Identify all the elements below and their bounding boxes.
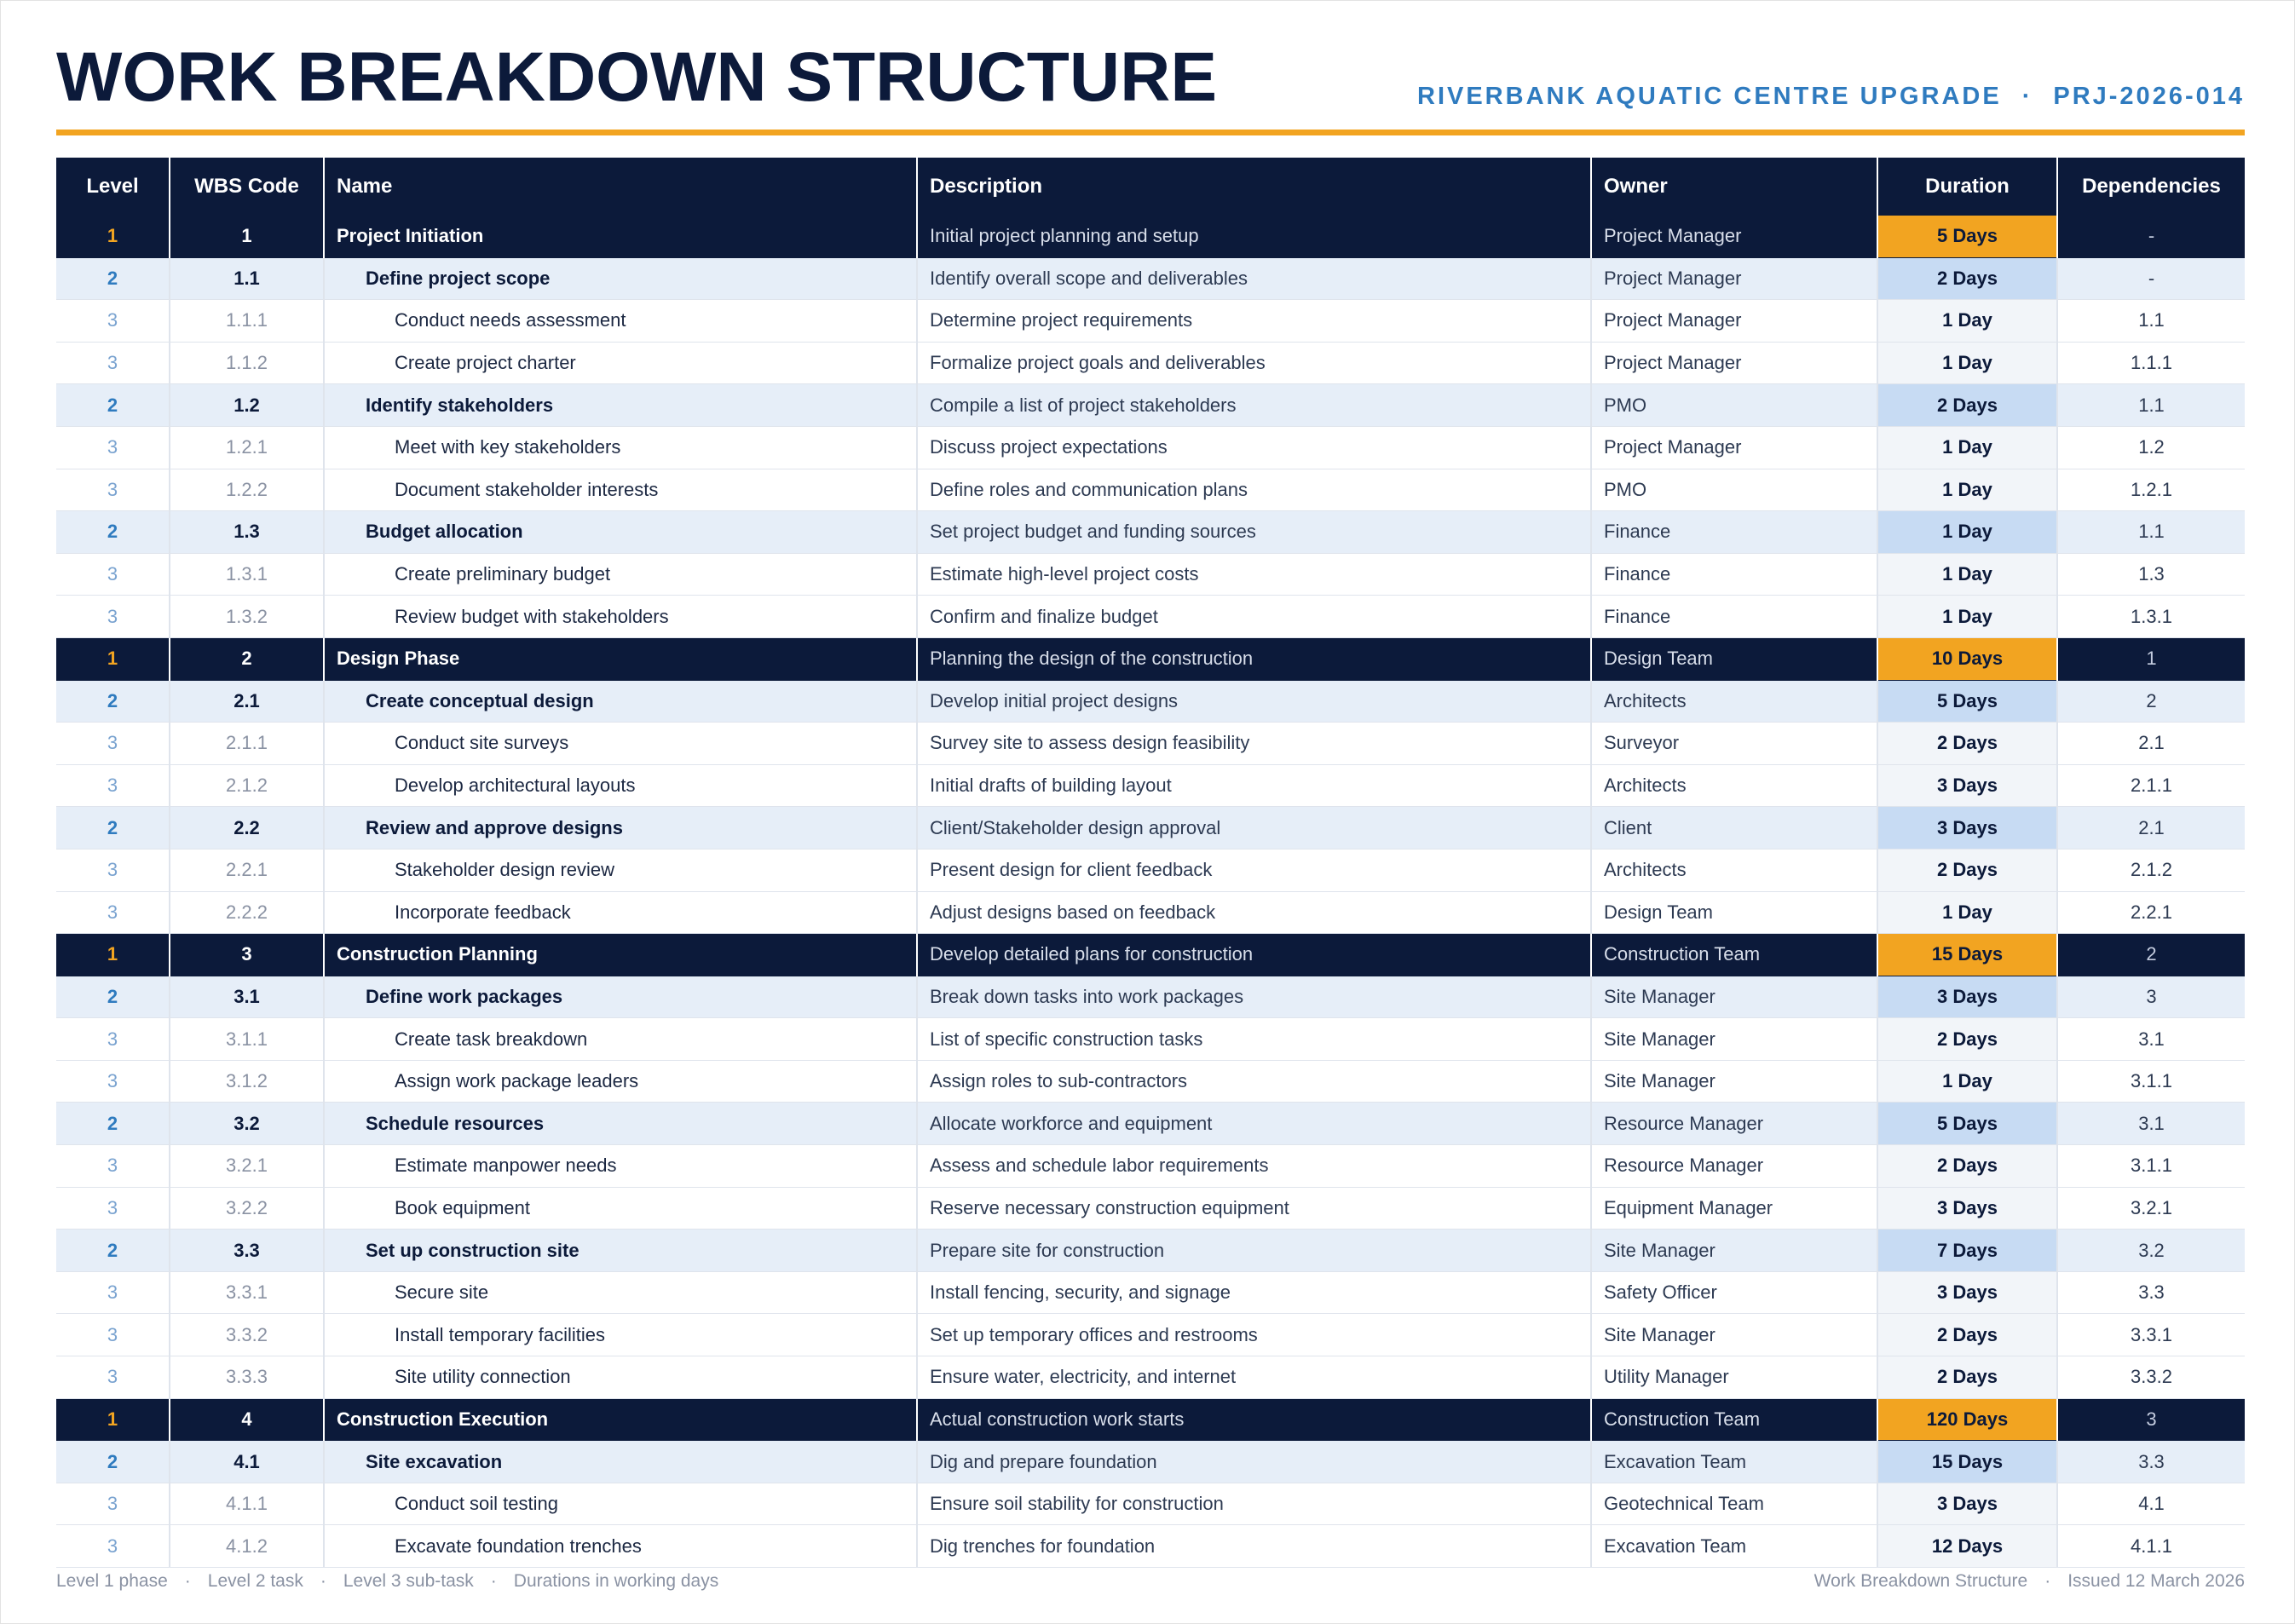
cell-description: Set project budget and funding sources [917,511,1591,554]
cell-name: Construction Execution [324,1398,917,1441]
cell-duration: 7 Days [1877,1230,2057,1272]
cell-level: 3 [56,1145,170,1188]
project-subtitle [1417,79,2245,113]
document-footer [56,1567,2245,1596]
cell-owner: Excavation Team [1591,1441,1877,1483]
cell-description: Ensure water, electricity, and internet [917,1356,1591,1399]
cell-level: 1 [56,934,170,976]
cell-wbs-code: 1.1.1 [170,300,324,343]
cell-description: Install fencing, security, and signage [917,1271,1591,1314]
cell-name: Identify stakeholders [324,384,917,427]
cell-dependencies: 1.1.1 [2057,342,2245,384]
cell-name: Create project charter [324,342,917,384]
cell-dependencies: 3.1.1 [2057,1145,2245,1188]
cell-duration: 1 Day [1877,891,2057,934]
table-row [56,891,2245,934]
project-name: RIVERBANK AQUATIC CENTRE UPGRADE [1417,83,2002,110]
cell-description: Ensure soil stability for construction [917,1483,1591,1525]
cell-wbs-code: 3 [170,934,324,976]
cell-level: 3 [56,1525,170,1568]
cell-description: Discuss project expectations [917,426,1591,469]
table-row [56,342,2245,384]
cell-name: Set up construction site [324,1230,917,1272]
cell-description: Survey site to assess design feasibility [917,723,1591,765]
cell-duration: 5 Days [1877,1103,2057,1145]
cell-dependencies: 3.1 [2057,1018,2245,1061]
cell-level: 1 [56,216,170,257]
cell-wbs-code: 2.1 [170,680,324,723]
cell-owner: Finance [1591,553,1877,596]
cell-duration: 5 Days [1877,216,2057,257]
page-title: WORK BREAKDOWN STRUCTURE [56,38,1218,116]
cell-owner: Design Team [1591,891,1877,934]
cell-wbs-code: 3.1 [170,976,324,1018]
cell-description: Break down tasks into work packages [917,976,1591,1018]
cell-description: Assign roles to sub-contractors [917,1060,1591,1103]
cell-wbs-code: 4.1.2 [170,1525,324,1568]
cell-name: Project Initiation [324,216,917,257]
cell-owner: Architects [1591,764,1877,807]
table-row [56,807,2245,849]
table-header-row [56,158,2245,216]
table-row [56,849,2245,891]
cell-level: 2 [56,807,170,849]
cell-name: Estimate manpower needs [324,1145,917,1188]
cell-wbs-code: 3.3 [170,1230,324,1272]
cell-owner: Surveyor [1591,723,1877,765]
cell-level: 2 [56,680,170,723]
cell-dependencies: - [2057,257,2245,300]
cell-owner: Equipment Manager [1591,1187,1877,1230]
document-header [56,35,2245,129]
cell-name: Budget allocation [324,511,917,554]
cell-level: 3 [56,1483,170,1525]
cell-name: Construction Planning [324,934,917,976]
cell-name: Site excavation [324,1441,917,1483]
cell-dependencies: 3.3 [2057,1441,2245,1483]
cell-level: 3 [56,764,170,807]
cell-owner: Safety Officer [1591,1271,1877,1314]
cell-owner: Construction Team [1591,934,1877,976]
cell-description: Reserve necessary construction equipment [917,1187,1591,1230]
cell-wbs-code: 3.3.2 [170,1314,324,1356]
cell-duration: 3 Days [1877,1483,2057,1525]
cell-description: Present design for client feedback [917,849,1591,891]
cell-description: Compile a list of project stakeholders [917,384,1591,427]
cell-wbs-code: 4 [170,1398,324,1441]
cell-description: Estimate high-level project costs [917,553,1591,596]
title-underline [56,130,2245,135]
cell-owner: Project Manager [1591,300,1877,343]
cell-level: 3 [56,1060,170,1103]
cell-name: Create conceptual design [324,680,917,723]
cell-duration: 3 Days [1877,1187,2057,1230]
cell-dependencies: 3.1 [2057,1103,2245,1145]
cell-dependencies: 3.3.2 [2057,1356,2245,1399]
cell-owner: Site Manager [1591,976,1877,1018]
cell-name: Create task breakdown [324,1018,917,1061]
cell-level: 3 [56,426,170,469]
cell-owner: Architects [1591,680,1877,723]
cell-level: 2 [56,511,170,554]
cell-dependencies: 1.3 [2057,553,2245,596]
project-code: PRJ-2026-014 [2053,83,2245,110]
table-row [56,257,2245,300]
legend-level-3: Level 3 sub-task [343,1571,474,1591]
cell-level: 3 [56,342,170,384]
cell-name: Conduct soil testing [324,1483,917,1525]
cell-owner: Site Manager [1591,1018,1877,1061]
cell-duration: 2 Days [1877,1356,2057,1399]
cell-name: Assign work package leaders [324,1060,917,1103]
column-header-description: Description [917,158,1591,216]
cell-description: Confirm and finalize budget [917,596,1591,638]
table-row [56,216,2245,257]
cell-dependencies: 4.1.1 [2057,1525,2245,1568]
cell-owner: Project Manager [1591,426,1877,469]
cell-name: Develop architectural layouts [324,764,917,807]
cell-name: Book equipment [324,1187,917,1230]
cell-duration: 15 Days [1877,934,2057,976]
cell-name: Excavate foundation trenches [324,1525,917,1568]
cell-description: List of specific construction tasks [917,1018,1591,1061]
cell-name: Define work packages [324,976,917,1018]
table-row [56,469,2245,511]
table-row [56,764,2245,807]
table-row [56,1525,2245,1568]
cell-owner: Site Manager [1591,1230,1877,1272]
cell-duration: 2 Days [1877,849,2057,891]
column-header-wbs-code: WBS Code [170,158,324,216]
cell-dependencies: 3 [2057,1398,2245,1441]
cell-name: Site utility connection [324,1356,917,1399]
cell-description: Formalize project goals and deliverables [917,342,1591,384]
cell-wbs-code: 1.1.2 [170,342,324,384]
cell-name: Stakeholder design review [324,849,917,891]
cell-duration: 3 Days [1877,976,2057,1018]
cell-dependencies: 2.1.1 [2057,764,2245,807]
cell-wbs-code: 2.2.2 [170,891,324,934]
cell-dependencies: 3.3.1 [2057,1314,2245,1356]
cell-owner: Project Manager [1591,216,1877,257]
cell-description: Planning the design of the construction [917,637,1591,680]
cell-name: Incorporate feedback [324,891,917,934]
cell-description: Initial drafts of building layout [917,764,1591,807]
table-row [56,426,2245,469]
cell-duration: 1 Day [1877,511,2057,554]
column-header-owner: Owner [1591,158,1877,216]
column-header-level: Level [56,158,170,216]
legend-duration-note: Durations in working days [513,1571,719,1591]
cell-dependencies: 1.1 [2057,300,2245,343]
table-row [56,934,2245,976]
cell-wbs-code: 1.3.2 [170,596,324,638]
cell-wbs-code: 1.1 [170,257,324,300]
cell-wbs-code: 4.1.1 [170,1483,324,1525]
cell-duration: 2 Days [1877,384,2057,427]
table-row [56,1230,2245,1272]
cell-wbs-code: 2.2 [170,807,324,849]
cell-duration: 1 Day [1877,596,2057,638]
cell-wbs-code: 3.3.1 [170,1271,324,1314]
table-row [56,1271,2245,1314]
table-body [56,216,2245,1568]
cell-duration: 12 Days [1877,1525,2057,1568]
cell-owner: PMO [1591,469,1877,511]
cell-level: 3 [56,891,170,934]
cell-description: Define roles and communication plans [917,469,1591,511]
cell-owner: Construction Team [1591,1398,1877,1441]
cell-duration: 2 Days [1877,723,2057,765]
legend-separator: · [320,1571,326,1591]
cell-description: Client/Stakeholder design approval [917,807,1591,849]
cell-dependencies: 1.3.1 [2057,596,2245,638]
cell-description: Develop detailed plans for construction [917,934,1591,976]
table-row [56,1187,2245,1230]
cell-name: Conduct needs assessment [324,300,917,343]
cell-level: 2 [56,384,170,427]
cell-wbs-code: 1 [170,216,324,257]
cell-owner: Utility Manager [1591,1356,1877,1399]
cell-level: 3 [56,596,170,638]
legend-separator: · [490,1571,497,1591]
cell-owner: Architects [1591,849,1877,891]
cell-description: Initial project planning and setup [917,216,1591,257]
cell-owner: Finance [1591,596,1877,638]
cell-wbs-code: 2.2.1 [170,849,324,891]
cell-dependencies: 3 [2057,976,2245,1018]
cell-wbs-code: 3.1.1 [170,1018,324,1061]
cell-owner: Site Manager [1591,1314,1877,1356]
cell-level: 3 [56,849,170,891]
cell-wbs-code: 3.2 [170,1103,324,1145]
table-row [56,1356,2245,1399]
cell-name: Define project scope [324,257,917,300]
table-row [56,680,2245,723]
cell-description: Adjust designs based on feedback [917,891,1591,934]
cell-dependencies: 1.2.1 [2057,469,2245,511]
cell-level: 2 [56,976,170,1018]
cell-duration: 1 Day [1877,426,2057,469]
cell-duration: 1 Day [1877,553,2057,596]
cell-level: 3 [56,553,170,596]
cell-dependencies: 2.1 [2057,807,2245,849]
cell-owner: Project Manager [1591,257,1877,300]
cell-dependencies: 3.3 [2057,1271,2245,1314]
cell-dependencies: 3.2.1 [2057,1187,2245,1230]
cell-wbs-code: 3.2.2 [170,1187,324,1230]
cell-duration: 1 Day [1877,469,2057,511]
table-row [56,1103,2245,1145]
subtitle-separator: · [2021,83,2033,110]
cell-description: Dig trenches for foundation [917,1525,1591,1568]
cell-duration: 15 Days [1877,1441,2057,1483]
cell-owner: Client [1591,807,1877,849]
table-row [56,637,2245,680]
cell-wbs-code: 2.1.1 [170,723,324,765]
cell-description: Assess and schedule labor requirements [917,1145,1591,1188]
cell-owner: Finance [1591,511,1877,554]
footer-issued-date: Issued 12 March 2026 [2067,1571,2245,1591]
table-row [56,596,2245,638]
cell-owner: PMO [1591,384,1877,427]
cell-description: Identify overall scope and deliverables [917,257,1591,300]
cell-name: Meet with key stakeholders [324,426,917,469]
cell-name: Install temporary facilities [324,1314,917,1356]
table-row [56,1441,2245,1483]
table-row [56,723,2245,765]
cell-wbs-code: 1.2.2 [170,469,324,511]
footer-legend [56,1567,718,1596]
cell-description: Set up temporary offices and restrooms [917,1314,1591,1356]
cell-level: 3 [56,723,170,765]
cell-wbs-code: 3.2.1 [170,1145,324,1188]
cell-duration: 2 Days [1877,1018,2057,1061]
cell-name: Create preliminary budget [324,553,917,596]
cell-duration: 5 Days [1877,680,2057,723]
cell-level: 2 [56,1103,170,1145]
cell-duration: 2 Days [1877,1314,2057,1356]
cell-description: Determine project requirements [917,300,1591,343]
cell-duration: 3 Days [1877,807,2057,849]
cell-owner: Project Manager [1591,342,1877,384]
legend-level-1: Level 1 phase [56,1571,168,1591]
cell-wbs-code: 3.3.3 [170,1356,324,1399]
table-row [56,384,2245,427]
cell-duration: 1 Day [1877,342,2057,384]
cell-dependencies: 2.1.2 [2057,849,2245,891]
cell-duration: 3 Days [1877,1271,2057,1314]
cell-duration: 2 Days [1877,257,2057,300]
cell-name: Review budget with stakeholders [324,596,917,638]
table-row [56,300,2245,343]
cell-dependencies: 3.2 [2057,1230,2245,1272]
cell-name: Design Phase [324,637,917,680]
cell-name: Conduct site surveys [324,723,917,765]
cell-wbs-code: 1.3.1 [170,553,324,596]
table-row [56,511,2245,554]
cell-dependencies: - [2057,216,2245,257]
legend-separator: · [184,1571,191,1591]
cell-dependencies: 4.1 [2057,1483,2245,1525]
table-row [56,1018,2245,1061]
cell-name: Document stakeholder interests [324,469,917,511]
cell-wbs-code: 1.3 [170,511,324,554]
cell-level: 3 [56,1356,170,1399]
footer-doc-info [1814,1567,2245,1596]
table-row [56,1398,2245,1441]
cell-name: Schedule resources [324,1103,917,1145]
cell-owner: Design Team [1591,637,1877,680]
cell-dependencies: 1.1 [2057,511,2245,554]
column-header-name: Name [324,158,917,216]
cell-duration: 2 Days [1877,1145,2057,1188]
cell-level: 2 [56,257,170,300]
cell-dependencies: 1.1 [2057,384,2245,427]
cell-name: Secure site [324,1271,917,1314]
cell-owner: Site Manager [1591,1060,1877,1103]
table-row [56,1314,2245,1356]
cell-level: 3 [56,1187,170,1230]
cell-dependencies: 2 [2057,934,2245,976]
cell-dependencies: 1 [2057,637,2245,680]
cell-description: Prepare site for construction [917,1230,1591,1272]
cell-name: Review and approve designs [324,807,917,849]
cell-level: 2 [56,1230,170,1272]
cell-description: Develop initial project designs [917,680,1591,723]
cell-owner: Excavation Team [1591,1525,1877,1568]
cell-level: 1 [56,1398,170,1441]
cell-wbs-code: 2 [170,637,324,680]
cell-level: 3 [56,469,170,511]
cell-level: 1 [56,637,170,680]
cell-owner: Geotechnical Team [1591,1483,1877,1525]
cell-duration: 1 Day [1877,300,2057,343]
cell-owner: Resource Manager [1591,1145,1877,1188]
cell-duration: 10 Days [1877,637,2057,680]
cell-dependencies: 2.2.1 [2057,891,2245,934]
cell-duration: 120 Days [1877,1398,2057,1441]
cell-owner: Resource Manager [1591,1103,1877,1145]
cell-wbs-code: 3.1.2 [170,1060,324,1103]
cell-wbs-code: 1.2.1 [170,426,324,469]
cell-wbs-code: 4.1 [170,1441,324,1483]
cell-wbs-code: 2.1.2 [170,764,324,807]
table-row [56,553,2245,596]
cell-description: Actual construction work starts [917,1398,1591,1441]
cell-wbs-code: 1.2 [170,384,324,427]
cell-description: Dig and prepare foundation [917,1441,1591,1483]
cell-duration: 3 Days [1877,764,2057,807]
legend-level-2: Level 2 task [207,1571,303,1591]
cell-dependencies: 1.2 [2057,426,2245,469]
cell-dependencies: 2 [2057,680,2245,723]
table-row [56,1145,2245,1188]
footer-doc-name: Work Breakdown Structure [1814,1571,2028,1591]
cell-duration: 1 Day [1877,1060,2057,1103]
table-row [56,1483,2245,1525]
cell-level: 3 [56,1018,170,1061]
cell-level: 3 [56,300,170,343]
footer-separator: · [2044,1571,2051,1591]
table-row [56,976,2245,1018]
cell-level: 3 [56,1271,170,1314]
cell-level: 2 [56,1441,170,1483]
column-header-duration: Duration [1877,158,2057,216]
wbs-table [56,158,2245,1568]
cell-dependencies: 2.1 [2057,723,2245,765]
column-header-dependencies: Dependencies [2057,158,2245,216]
cell-dependencies: 3.1.1 [2057,1060,2245,1103]
cell-level: 3 [56,1314,170,1356]
cell-description: Allocate workforce and equipment [917,1103,1591,1145]
table-row [56,1060,2245,1103]
